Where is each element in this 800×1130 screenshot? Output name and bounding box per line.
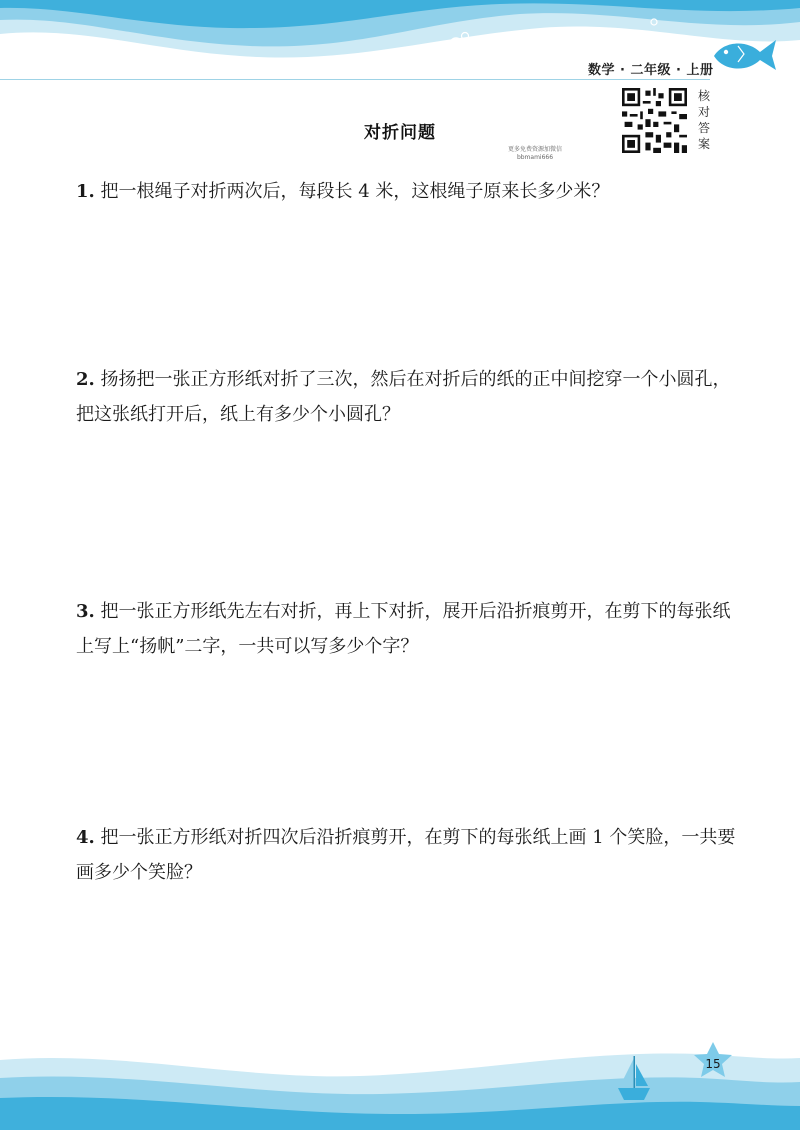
question-3	[76, 594, 736, 664]
caption-char: 对	[697, 105, 710, 119]
question-number: 3.	[76, 601, 95, 622]
question-number: 2.	[76, 369, 95, 390]
fish-icon	[714, 40, 776, 70]
page-number: 15	[705, 1057, 721, 1071]
question-4	[76, 820, 736, 890]
watermark-text	[490, 146, 580, 162]
question-1	[76, 174, 736, 209]
question-text: 把一根绳子对折两次后，每段长 4 米，这根绳子原来长多少米？	[100, 181, 610, 202]
question-number: 1.	[76, 181, 95, 202]
question-text: 把一张正方形纸先左右对折，再上下对折，展开后沿折痕剪开，在剪下的每张纸上写上“扬帆”二字，一共可以写多少个字？	[76, 601, 731, 657]
caption-char: 核	[697, 89, 710, 103]
subject-grade-label: 数学 · 二年级 · 上册	[588, 63, 714, 78]
question-text: 扬扬把一张正方形纸对折了三次，然后在对折后的纸的正中间挖穿一个小圆孔，把这张纸打开后，纸上有多少个小圆孔？	[76, 369, 731, 425]
question-text: 把一张正方形纸对折四次后沿折痕剪开，在剪下的每张纸上画 1 个笑脸，一共要画多少个笑脸？	[76, 827, 736, 883]
header-divider	[0, 79, 710, 80]
question-2	[76, 362, 736, 432]
watermark-line: 更多免费资源加微信	[507, 146, 562, 153]
bottom-wave-decoration	[0, 1030, 800, 1130]
question-number: 4.	[76, 827, 95, 848]
caption-char: 案	[697, 137, 710, 151]
page-title: 对折问题	[364, 123, 436, 143]
caption-char: 答	[697, 121, 710, 135]
watermark-line: bbmami666	[516, 154, 554, 161]
